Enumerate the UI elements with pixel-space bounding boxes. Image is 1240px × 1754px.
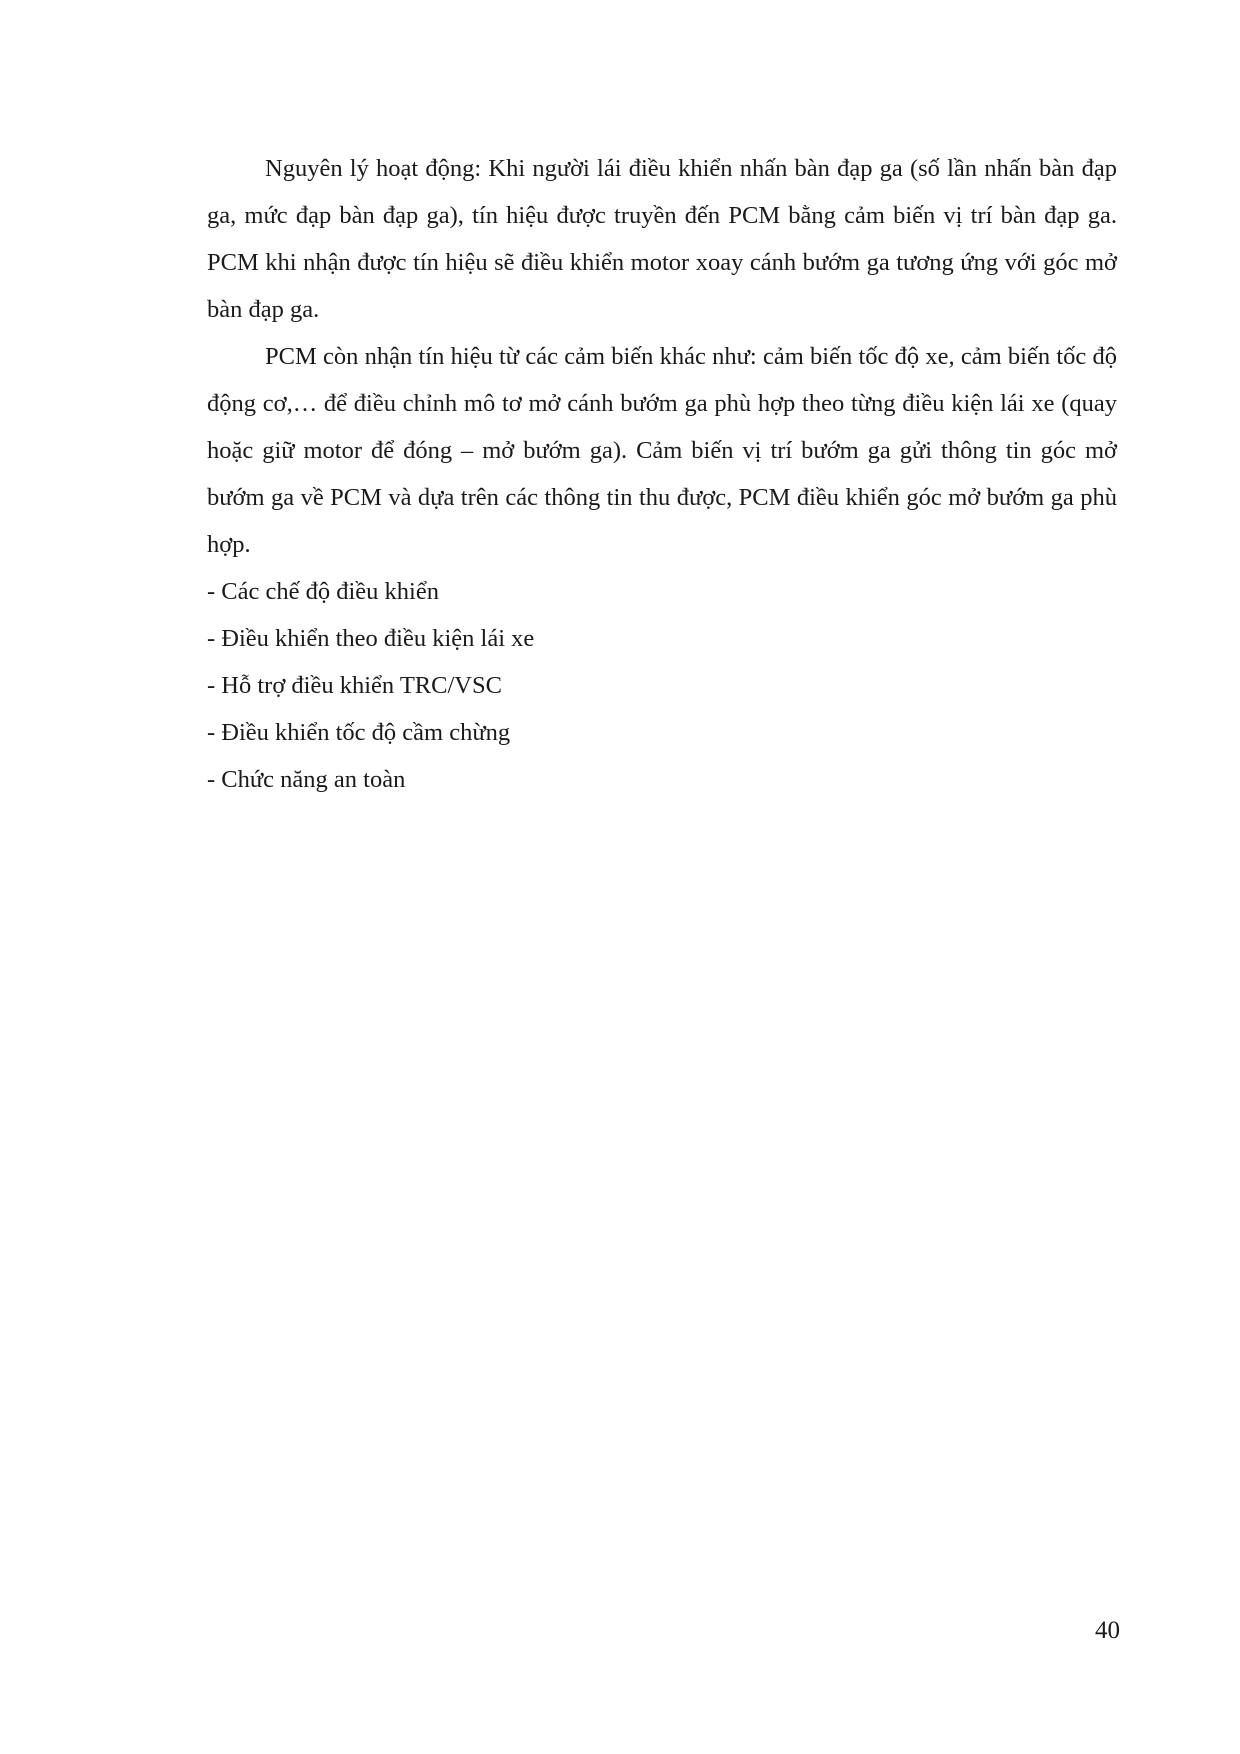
list-item: - Các chế độ điều khiển [207, 578, 439, 605]
page-number: 40 [1095, 1617, 1120, 1644]
list-item: - Điều khiển theo điều kiện lái xe [207, 625, 535, 652]
paragraph-operating-principle: Nguyên lý hoạt động: Khi người lái điều khiển nhấn bàn đạp ga (số lần nhấn bàn đạp ga, mức đạp bàn đạp ga), tín hiệu được truyền đến PCM bằng cảm biến vị trí bàn đạp ga. PCM khi nhận được tín hiệu sẽ điều khiển motor xoay cánh bướm ga tương ứng với góc mở bàn đạp ga. [207, 155, 1117, 323]
list-item: - Hỗ trợ điều khiển TRC/VSC [207, 672, 502, 699]
list-item: - Chức năng an toàn [207, 766, 406, 793]
paragraph-pcm-sensors: PCM còn nhận tín hiệu từ các cảm biến khác như: cảm biến tốc độ xe, cảm biến tốc độ động cơ,… để điều chỉnh mô tơ mở cánh bướm ga phù hợp theo từng điều kiện lái xe (quay hoặc giữ motor để đóng – mở bướm ga). Cảm biến vị trí bướm ga gửi thông tin góc mở bướm ga về PCM và dựa trên các thông tin thu được, PCM điều khiển góc mở bướm ga phù hợp. [207, 343, 1117, 558]
list-item: - Điều khiển tốc độ cầm chừng [207, 719, 511, 746]
page-content [207, 145, 1117, 803]
control-functions-list [207, 568, 1117, 803]
